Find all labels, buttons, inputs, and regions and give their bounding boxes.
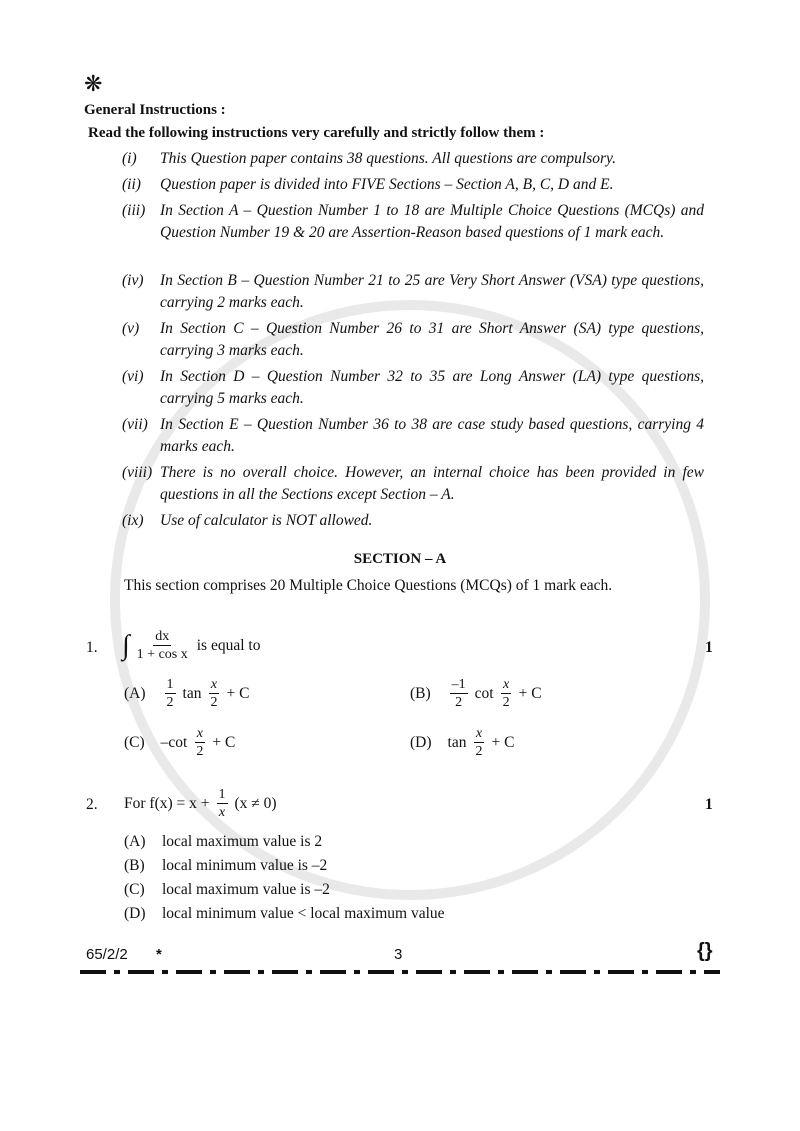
option-label: (C) [124,733,145,751]
option-text: local maximum value is 2 [162,833,323,850]
numerator: x [475,726,483,741]
question-text: For f(x) = x + [124,794,210,812]
option-label: (D) [124,905,146,922]
instruction-item [122,200,704,244]
instruction-item [122,462,704,506]
denominator: 2 [502,695,510,710]
option-d[interactable] [124,905,445,923]
marks: 1 [705,796,713,813]
fraction [217,786,228,821]
brace-mark: {} [697,940,713,962]
fraction [135,628,190,663]
numerator: –1 [451,677,466,692]
option-label: (D) [410,733,432,751]
paper-code: 65/2/2 [86,946,128,963]
question-number: 1. [86,639,98,656]
option-d[interactable] [410,725,514,760]
fraction [165,676,176,711]
instruction-text: This Question paper contains 38 questions. All questions are compulsory. [160,150,616,167]
section-intro: This section comprises 20 Multiple Choice Questions (MCQs) of 1 mark each. [124,577,613,594]
fraction [450,676,468,711]
question-number: 2. [86,796,98,813]
option-c[interactable] [124,881,330,899]
numerator: dx [155,629,170,644]
footer-divider [80,969,720,975]
instruction-number: (ii) [122,176,141,193]
numerator: x [210,677,218,692]
option-c[interactable] [124,725,235,760]
option-text: local minimum value is –2 [162,857,328,874]
numerator: 1 [218,787,226,802]
instruction-item [122,414,704,458]
ornament-icon: ❋ [84,72,103,97]
denominator: x [218,805,226,820]
integral-sign: ∫ [122,629,130,661]
instruction-number: (iv) [122,272,144,289]
denominator: 1 + cos x [136,647,188,662]
instructions-title: General Instructions : [84,102,226,118]
instruction-text: Use of calculator is NOT allowed. [160,512,373,529]
instruction-number: (i) [122,150,137,167]
instruction-text: There is no overall choice. However, an internal choice has been provided in few questions in all the Sections except Section – A. [160,464,704,503]
fraction [194,725,205,760]
instruction-text: Question paper is divided into FIVE Sections – Section A, B, C, D and E. [160,176,614,193]
instruction-item [122,318,704,362]
instruction-number: (viii) [122,464,153,481]
instruction-item [122,174,704,196]
numerator: x [503,677,510,692]
function-name: cot [474,684,494,702]
marks: 1 [705,639,713,656]
instructions-subtitle: Read the following instructions very carefully and strictly follow them : [88,125,545,141]
denominator: 2 [196,744,204,759]
denominator: 2 [475,744,483,759]
function-name: tan [447,733,467,751]
instruction-text: In Section C – Question Number 26 to 31 are Short Answer (SA) type questions, carrying 3 marks each. [160,320,704,359]
instruction-number: (v) [122,320,140,337]
option-label: (B) [124,857,145,874]
function-name: tan [182,684,202,702]
function-name: –cot [160,733,188,751]
instruction-number: (vii) [122,416,148,433]
instruction-item [122,366,704,410]
fraction [473,725,484,760]
instruction-text: In Section B – Question Number 21 to 25 are Very Short Answer (VSA) type questions, carrying 2 marks each. [160,272,704,311]
option-b[interactable] [124,857,327,875]
numerator: x [196,726,203,741]
question-text: (x ≠ 0) [234,794,277,812]
option-label: (C) [124,881,145,898]
constant: + C [518,684,542,702]
page-number: 3 [394,946,403,963]
instruction-item [122,510,704,532]
instruction-text: In Section D – Question Number 32 to 35 are Long Answer (LA) type questions, carrying 5 marks each. [160,368,704,407]
instruction-item [122,148,704,170]
fraction [208,676,219,711]
constant: + C [226,684,250,702]
denominator: 2 [455,695,463,710]
constant: + C [212,733,236,751]
instruction-number: (vi) [122,368,144,385]
option-a[interactable] [124,833,322,851]
instruction-text: In Section A – Question Number 1 to 18 are Multiple Choice Questions (MCQs) and Question Number 19 & 20 are Assertion-Reason based questions of 1 mark each. [160,202,704,241]
section-heading: SECTION – A [353,551,447,567]
denominator: 2 [210,695,218,710]
question-2-stem [124,786,277,821]
instruction-item [122,270,704,314]
option-label: (A) [124,833,146,850]
option-text: local maximum value is –2 [162,881,330,898]
question-1-stem [122,628,260,663]
question-text: is equal to [196,636,261,654]
denominator: 2 [166,695,174,710]
numerator: 1 [166,677,174,692]
option-b[interactable] [410,676,542,711]
star-mark: * [156,946,162,963]
instruction-text: In Section E – Question Number 36 to 38 are case study based questions, carrying 4 marks each. [160,416,704,455]
option-a[interactable] [124,676,249,711]
constant: + C [491,733,515,751]
fraction [501,676,512,711]
option-label: (B) [410,684,431,702]
instruction-number: (iii) [122,202,146,219]
option-text: local minimum value < local maximum value [162,905,445,922]
instruction-number: (ix) [122,512,144,529]
option-label: (A) [124,684,146,702]
